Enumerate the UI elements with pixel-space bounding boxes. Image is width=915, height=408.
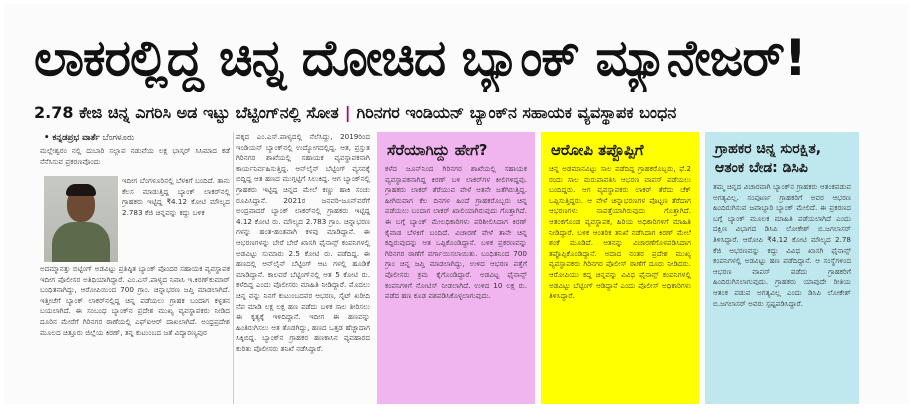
sidebar-how-caught — [377, 132, 535, 404]
sidebar-confession — [541, 132, 699, 404]
headline: ಲಾಕರಲ್ಲಿದ್ದ ಚಿನ್ನ ದೋಚಿದ ಬ್ಯಾಂಕ್ ಮ್ಯಾನೇಜರ್! — [34, 29, 806, 87]
column-divider — [233, 132, 234, 404]
subheadline — [34, 101, 904, 125]
sidebar-dcp-statement — [705, 132, 859, 404]
subheadline-left: 2.78 ಕೇಜಿ ಚಿನ್ನ ಎಗರಿಸಿ ಅಡ ಇಟ್ಟು ಬೆಟ್ಟಿಂಗ್‌ನಲ್ಲಿ ಸೋತ — [34, 103, 339, 122]
article-intro: ಮಲ್ಲೇಶ್ವರಂ ನಲ್ಲಿ ದುಬಾರಿ ಸಲ್ಲಾಪ ನಡುವೆಯ ಲಕ್ಷ ಭಾಸ್ಕರ್ ಸಿಸಿಮಾದ ಕಡೆ ನೆನೆಸಿಸುವ ಪ್ರಕರಣವೊಂದು — [40, 146, 230, 166]
article-body-col2: ಪಕ್ಕದ ಎಂ.ಎಸ್.ಪಾಳ್ಯದಲ್ಲಿ ನೆಲೆಸಿದ್ದು, 2019ರಿಂದ ಇಂಡಿಯನ್ ಬ್ಯಾಂಕ್‌ನಲ್ಲಿ ಉದ್ಯೋಗದಲ್ಲಿದ್ದ. ಆತ, ಪ್ರಸ್ತುತ ಗಿರಿನಗರ ಶಾಖೆಯಲ್ಲಿ ಸಹಾಯಕ ವ್ಯವಸ್ಥಾಪಕನಾಗಿ ಕಾರ್ಯನಿರ್ವಹಿಸುತ್ತಿದ್ದ. ಆನ್‌ಲೈನ್ ಬೆಟ್ಟಿಂಗ್ ವ್ಯಸನಕ್ಕೆ ಬಿದ್ದಿದ್ದ ಆತ ಹಣದ ಮುಗ್ಗಟ್ಟಿಗೆ ಸಿಲುಕಿದ್ದ. ಆಗ ಬ್ಯಾಂಕ್‌ನಲ್ಲಿ ಗ್ರಾಹಕರು ಇಟ್ಟಿದ್ದ ಚಿನ್ನದ ಮೇಲೆ ಕಣ್ಣು ಹಾಕಿ ಸಂಚು ರೂಪಿಸಿದ್ದಾನೆ. 2021ರ ಜನವರಿ-ಜೂನ್‌ವರೆಗೆ ಅಂದ್ರವಾದರೆ ಬ್ಯಾಂಕ್ ಲಾಕರ್‌ನಲ್ಲಿ ಗ್ರಾಹಕರು ಇಟ್ಟಿದ್ದ 4.12 ಕೋಟಿ ರು. ಮೌಲ್ಯದ 2.783 ಗ್ರಾಂ. ಚಿನ್ನಾಭರಣ ಗಳನ್ನು ಹಂತ-ಹಂತವಾಗಿ ಕಳವು ಮಾಡಿದ್ದಾನೆ. ಈ ಆಭರಣಗಳನ್ನು ಬೇರೆ ಬೇರೆ ಖಾಸಗಿ ಫೈನಾನ್ಸ್ ಕಂಪನಿಗಳಲ್ಲಿ ಅಡವಿಟ್ಟು ಸುಮಾರು 2.5 ಕೋಟಿ ರು. ಪಡೆದಿದ್ದ. ಈ ಹಣದಲ್ಲಿ ಆನ್‌ಲೈನ್ ಬೆಟ್ಟಿಂಗ್ ಆಟ ಗಳಲ್ಲಿ ಹೂಡಿಕೆ ಮಾಡಿದ್ದಾನೆ. ಕಾಲವರೆ ಬೆಟ್ಟಿಂಗ್‌ನಲ್ಲಿ ಆತ 5 ಕೋಟಿ ರು. ಕಳೆದಿದ್ದ ಎಂದು ಪೊಲೀಸರು ಮಾಹಿತಿ ನೀಡಿದ್ದಾರೆ. ಮೊದಲು ಚಿನ್ನ ವನ್ನು ನಿನಗೆ ಕುಟುಂಬದವರ ಆಭರಣ, ಸೈಟ್ ಖರೀದಿ ನೆಪ ಮಾಡಿ ಲಕ್ಷ ಲಕ್ಷ ಹಣ ಪಡೆದು ಬಳಿಕ ಸಾಲ ತೀರಿಸಲು ಈ ಕೃತ್ಯಕ್ಕೆ ಇಳಿದಿದ್ದಾನೆ. ಇದೀಗ ಈ ಹಣವನ್ನು ಹಿಂತಿರುಗಿಸಲು ಆತ ತೊಡಗಿದ್ದು, ಹಣದ ಒತ್ತಡ ಹೆಚ್ಚಾದಾಗ ಸಿಕ್ಕಿಬಿದ್ದ. ಬ್ಯಾಂಕ್‌ನ ಗ್ರಾಹಕರ ಹಣಕಾಸಿನ ವ್ಯವಹಾರದ ಕುರಿತು ಪೊಲೀಸರು ತನಿಖೆ ನಡೆಸಿದ್ದಾರೆ. — [236, 132, 370, 353]
photo-shoulders — [52, 222, 110, 262]
byline-place: ಬೆಂಗಳೂರು — [102, 133, 135, 143]
sidebar-dcp-statement-text: ತಮ್ಮ ಚಿನ್ನದ ವಿಚಾರವಾಗಿ ಬ್ಯಾಂಕ್‌ನ ಗ್ರಾಹಕರು ಆತಂಕಪಡುವ ಅಗತ್ಯವಿಲ್ಲ. ಸಂಪೂರ್ಣ ಗ್ರಾಹಕರಿಗೆ ಅವರ ಆಭರಣ ಹಿಂದಿರುಗಿಸುವ ಜವಾಬ್ದಾರಿ ಬ್ಯಾಂಕ್ ಮೇಲಿದೆ. ಈ ಪ್ರಕರಣದ ಬಗ್ಗೆ ಬ್ಯಾಂಕ್ ಮೂಲಕ ಮಾಹಿತಿ ಪಡೆಯಲಾಗಿದೆ ಎಂದು ದಕ್ಷಿಣ ವಿಭಾಗದ ಡಿಸಿಪಿ ಲೋಕೇಶ್ ಬಿ.ಜಗಲಾಸರ್ ತಿಳಿಸಿದ್ದಾರೆ. ಆರೋಪಿ ₹4.12 ಕೋಟಿ ಮೌಲ್ಯದ 2.78 ಕೆಜಿ ಆಭರಣವನ್ನು ಕದ್ದು ವಿವಿಧ ಖಾಸಗಿ ಫೈನಾನ್ಸ್ ಕಂಪನಿಗಳಲ್ಲಿ ಅಡವಿಟ್ಟು ಹಣ ಪಡೆದಿದ್ದಾನೆ. ಆ ಸಂಸ್ಥೆಗಳಿಂದ ಆಭರಣ ವಾಪಸ್ ಪಡೆದು ಗ್ರಾಹಕರಿಗೆ ಹಿಂದಿರುಗಿಸಲಾಗುವುದು. ಗ್ರಾಹಕರು ಯಾವುದೇ ರೀತಿಯ ಆತಂಕ ಪಡುವ ಅಗತ್ಯವಿಲ್ಲ ಎಂದು ಡಿಸಿಪಿ ಲೋಕೇಶ್ ಬಿ.ಜಗಲಾಸರ್ ಅವರು ಸ್ಪಷ್ಟಪಡಿಸಿದ್ದಾರೆ. — [713, 182, 851, 308]
subheadline-right: ಗಿರಿನಗರ ಇಂಡಿಯನ್ ಬ್ಯಾಂಕ್‌ನ ಸಹಾಯಕ ವ್ಯವಸ್ಥಾಪಕ ಬಂಧನ — [356, 103, 677, 122]
sidebar-how-caught-text: ಕಳೆದ ಜೂನ್‌ನಿಂದ ಗಿರಿನಗರ ಶಾಖೆಯಲ್ಲಿ ಸಹಾಯಕ ವ್ಯವಸ್ಥಾಪಕನಾಗಿದ್ದ ಕಿರಣ್ ಬಳಿ ಲಾಕರ್‌ಗಳ ಕೀಲಿಗಳಿದ್ದವು. ಗ್ರಾಹಕರು ಲಾಕರ್ ತೆರೆಯುವ ವೇಳೆ ಆತನೇ ಜತೆಗಿರುತ್ತಿದ್ದ. ಹೀಗಿರುವಾಗ ಕೆಲ ದಿನಗಳ ಹಿಂದೆ ಗ್ರಾಹಕರೊಬ್ಬರು ಚಿನ್ನ ಪಡೆಯಲು ಬಂದಾಗ ಲಾಕರ್ ಖಾಲಿಯಾಗಿರುವುದು ಗೊತ್ತಾಗಿದೆ. ಈ ಬಗ್ಗೆ ಬ್ಯಾಂಕ್ ಮೇಲಧಿಕಾರಿಗಳು ಪರಿಶೀಲಿಸಿದಾಗ ಕಿರಣ್ ಕೈವಾಡ ಬೆಳಕಿಗೆ ಬಂದಿದೆ. ವಿಚಾರಣೆ ವೇಳೆ ತಾನೇ ಚಿನ್ನ ಕದ್ದಿರುವುದನ್ನು ಆತ ಒಪ್ಪಿಕೊಂಡಿದ್ದಾನೆ. ಬಳಿಕ ಪ್ರಕರಣವನ್ನು ಗಿರಿನಗರ ಠಾಣೆಗೆ ವರ್ಗಾಯಿಸಲಾಯಿತು. ಬಂಧಿತನಿಂದ 700 ಗ್ರಾಂ ಚಿನ್ನ ಜಪ್ತಿ ಮಾಡಲಾಗಿದ್ದು, ಉಳಿದ ಆಭರಣ ಪತ್ತೆಗೆ ಪೊಲೀಸರು ಕ್ರಮ ಕೈಗೊಂಡಿದ್ದಾರೆ. ಅಡವಿಟ್ಟ ಫೈನಾನ್ಸ್ ಕಂಪನಿಗಳಿಗೆ ನೋಟಿಸ್ ನೀಡಲಾಗಿದೆ. ಉಳಿದ 10 ಲಕ್ಷ ರು. ಪಡೆದ ಹಣ ಕೂಡ ವಶಪಡಿಸಿಕೊಳ್ಳಲಾಗುವುದು. — [385, 164, 527, 301]
sidebar-confession-text: ಚಿನ್ನ ಅಡಮಾನವಿಟ್ಟು ಸಾಲ ಪಡೆದಿದ್ದ ಗ್ರಾಹಕರೊಬ್ಬರು, ಫೆ.2 ರಂದು ಸಾಲ ಮರುಪಾವತಿಸಿ ಆಭರಣ ವಾಪಸ್ ಪಡೆಯಲು ಬಂದಿದ್ದರು. ಆಗ ವ್ಯವಸ್ಥಾಪಕರು ಲಾಕರ್ ತೆರೆದು ಚೆಕ್ ಒಪ್ಪಿಸುತ್ತಿದ್ದರು. ಆ ವೇಳೆ ಚಿನ್ನಾಭರಣಗಳ ಪೊಟ್ಟಣ ತೆರೆದಾಗ ಆಭರಣಗಳು ನಾಪತ್ತೆಯಾಗಿರುವುದು ಗೊತ್ತಾಗಿದೆ. ಆತಂಕಗೊಂಡ ವ್ಯವಸ್ಥಾಪಕ, ಹಿರಿಯ ಅಧಿಕಾರಿಗಳಿಗೆ ಮಾಹಿತಿ ನೀಡಿದ್ದಾರೆ. ಬಳಿಕ ಆಂತರಿಕ ತನಿಖೆ ನಡೆಸಿದಾಗ ಕಿರಣ್ ಮೇಲೆ ಶಂಕೆ ಮೂಡಿದೆ. ಆತನನ್ನು ವಿಚಾರಣೆಗೊಳಪಡಿಸಿದಾಗ ತಪ್ಪೊಪ್ಪಿಕೊಂಡಿದ್ದಾನೆ. ಅದಾದ ನಂತರ ಪ್ರದೇಶ ಮುಖ್ಯ ವ್ಯವಸ್ಥಾಪಕರು ಗಿರಿನಗರ ಪೊಲೀಸ್ ಠಾಣೆಗೆ ದೂರು ನೀಡಿದರು. ಆರೋಪಿಯು ಕದ್ದ ಚಿನ್ನವನ್ನು ವಿವಿಧ ಫೈನಾನ್ಸ್ ಕಂಪನಿಗಳಲ್ಲಿ ಅಡವಿಟ್ಟು ಬೆಟ್ಟಿಂಗ್ ಆಡಿದ್ದಾನೆ ಎಂದು ಪೊಲೀಸ್ ಅಧಿಕಾರಿಗಳು ತಿಳಿಸಿದ್ದಾರೆ. — [549, 164, 691, 301]
accused-photo — [44, 176, 118, 262]
sidebar-confession-title: ಆರೋಪಿ ತಪ್ಪೊಪ್ಪಿಗೆ — [551, 141, 644, 159]
photo-hair — [66, 184, 96, 196]
sidebar-how-caught-title: ಸೆರೆಯಾಗಿದ್ದು ಹೇಗೆ? — [387, 141, 488, 159]
byline-source: • ಕನ್ನಡಪ್ರಭ ವಾರ್ತೆ — [44, 133, 100, 143]
subheadline-separator: | — [344, 103, 351, 122]
article-body-col1: ಅದಮ್ಮಾನತ್ತು ಬಿಟ್ಟಿಂಗ್‌ ಅಡವಿಟ್ಟು ಪ್ರತಿಷ್ಠಿತ ಬ್ಯಾಂಕ್ ಪೊಂದರ ಸಹಾಯಕ ವ್ಯವಸ್ಥಾಪಕ ಇದೀಗ ಪೊಲೀಸರ ಅತಿಥಿಯಾಗಿದ್ದಾರೆ. ಎಂ.ಎಸ್.ಪಾಳ್ಯದ ನಿವಾಸಿ ಇ.ಕಿರಣ್‌ಕುಮಾರ್ ಬಂಧಿತನಾಗಿದ್ದು, ಆರೋಪಿಯಿಂದ 700 ಗ್ರಾಂ. ಚಿನ್ನಾಭರಣ ಜಪ್ತಿ ಮಾಡಲಾಗಿದೆ. ಇತ್ತೀಚೆಗೆ ಬ್ಯಾಂಕ್ ಲಾಕರ್‌ನಲ್ಲಿದ್ದ ಚಿನ್ನ ಪಡೆಯಲು ಗ್ರಾಹಕ ಬಂದಾಗ ಕಳ್ಳತನ ಬಯಲಾಗಿದೆ. ಈ ಸಂಬಂಧ ಬ್ಯಾಂಕ್‌ನ ಪ್ರದೇಶ ಮುಖ್ಯ ವ್ಯವಸ್ಥಾಪಕರು ನೀಡಿದ ದೂರಿನ ಮೇರೆಗೆ ಗಿರಿನಗರ ಠಾಣೆಯಲ್ಲಿ ಎಫ್‌ಐಆರ್ ದಾಖಲಾಗಿದೆ. ಅಂಧ್ರಪ್ರದೇಶ ಮೂಲದ ಚಿತ್ತೂರು ಜಿಲ್ಲೆಯ ಕಿರಣ್, ತನ್ನ ಕುಟುಂಬದ ಜತೆ ವಿದ್ಯಾರಣ್ಯಪುರ — [40, 264, 230, 337]
newspaper-clipping — [4, 4, 909, 404]
byline — [44, 132, 204, 144]
article-side-text: ಇದೀಗ ಬೆಂಗಳೂರಿನಲ್ಲಿ ಬೆಳಕಿಗೆ ಬಂದಿದೆ. ತಾನು ಕೆಲಸ ಮಾಡುತ್ತಿದ್ದ ಬ್ಯಾಂಕ್ ಲಾಕರ್‌ನಲ್ಲಿ ಗ್ರಾಹಕರು ಇಟ್ಟಿದ್ದ ₹4.12 ಕೋಟಿ ಮೌಲ್ಯದ 2.783 ಕೆಜಿ ಚಿನ್ನವನ್ನು ಕದ್ದು ಬಳಿಕ — [122, 176, 230, 217]
sidebar-dcp-statement-title: ಗ್ರಾಹಕರ ಚಿನ್ನ ಸುರಕ್ಷಿತ, ಆತಂಕ ಬೇಡ: ಡಿಸಿಪಿ — [715, 141, 822, 176]
